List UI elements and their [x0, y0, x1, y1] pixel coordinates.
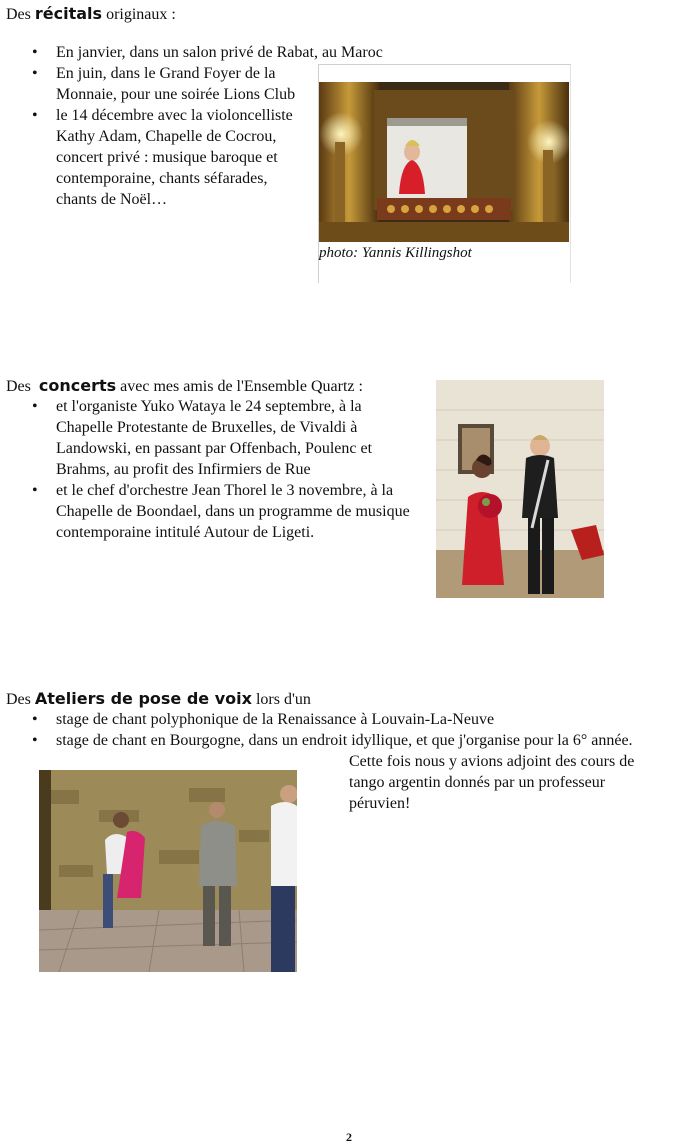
bullet: • — [32, 732, 38, 749]
list-item: • En juin, dans le Grand Foyer de la Monnaie, pour une soirée Lions Club — [32, 65, 296, 103]
bullet: • — [32, 711, 38, 728]
concerts-list — [32, 396, 422, 543]
photo-caption: photo: Yannis Killingshot — [319, 245, 472, 261]
list-item: • stage de chant en Bourgogne, dans un endroit idyllique, et que j'organise pour la 6° année. — [32, 732, 633, 749]
concerts-keyword: concerts — [38, 376, 117, 395]
concert-image — [436, 380, 604, 598]
list-item: • stage de chant polyphonique de la Renaissance à Louvain-La-Neuve — [32, 711, 495, 728]
list-item: • En janvier, dans un salon privé de Rabat, au Maroc — [32, 44, 383, 61]
list-item: • le 14 décembre avec la violoncelliste Kathy Adam, Chapelle de Cocrou, concert privé : musique baroque et contemporaine, chants séfarades, chants de Noël… — [32, 107, 293, 208]
recitals-heading: Des récitals originaux : — [6, 4, 176, 23]
ateliers-list — [32, 709, 696, 751]
bullet: • — [32, 65, 38, 82]
ateliers-heading: Des Ateliers de pose de voix lors d'un — [6, 689, 311, 708]
recitals-keyword: récitals — [34, 4, 103, 23]
page-number: 2 — [346, 1130, 352, 1144]
recitals-list-first — [32, 42, 586, 63]
balcony-image — [319, 82, 569, 242]
bullet: • — [32, 107, 38, 124]
photo-singer-flutist — [436, 380, 604, 598]
bullet: • — [32, 482, 38, 499]
bullet: • — [32, 44, 38, 61]
list-item: • et le chef d'orchestre Jean Thorel le 3 novembre, à la Chapelle de Boondael, dans un programme de musique contemporaine intitulé Autour de Ligeti. — [32, 482, 410, 541]
list-item: • et l'organiste Yuko Wataya le 24 septembre, à la Chapelle Protestante de Bruxelles, de Vivaldi à Landowski, en passant par Offenbach, Poulenc et Brahms, au profit des Infirmiers de Rue — [32, 398, 373, 478]
bullet: • — [32, 398, 38, 415]
recitals-list-rest — [32, 63, 312, 210]
ateliers-note: Cette fois nous y avions adjoint des cours de tango argentin donnés par un professeur péruvien! — [349, 753, 635, 812]
tango-image — [39, 770, 297, 972]
photo-balcony-singer — [319, 82, 569, 242]
ateliers-keyword: Ateliers de pose de voix — [34, 689, 252, 708]
photo-tango-dancers — [39, 770, 297, 972]
concerts-heading: Des concerts avec mes amis de l'Ensemble Quartz : — [6, 376, 363, 395]
